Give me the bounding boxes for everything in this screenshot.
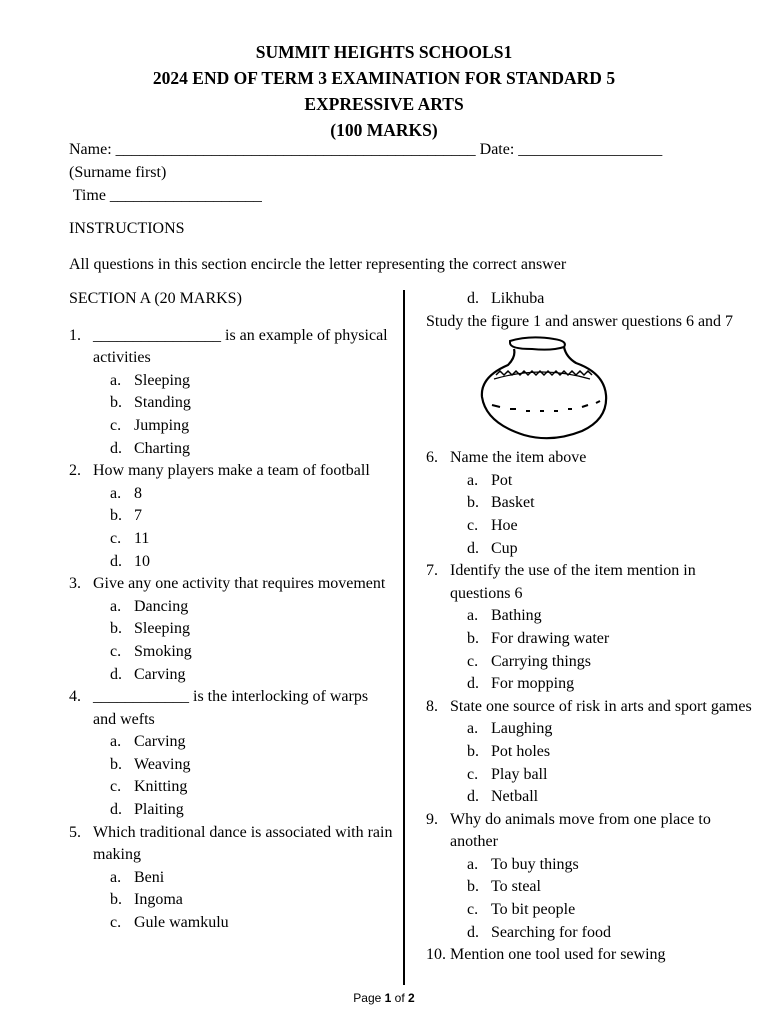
answer-option [69, 731, 394, 754]
question-5 [69, 822, 394, 935]
column-divider [403, 290, 405, 985]
question-number: 7. [426, 562, 438, 580]
question-text: ____________ is the interlocking of warps and wefts [93, 688, 369, 728]
answer-option [69, 867, 394, 890]
option-letter: d. [110, 665, 122, 683]
option-letter: b. [110, 755, 122, 773]
figure-prompt: Study the figure 1 and answer questions 6 and 7 [426, 312, 734, 330]
exam-title: 2024 END OF TERM 3 EXAMINATION FOR STANDARD 5 [152, 68, 616, 88]
option-letter: d. [467, 675, 479, 693]
instructions-text: All questions in this section encircle the letter representing the correct answer [69, 256, 567, 273]
option-text: For drawing water [491, 629, 610, 647]
option-text: 7 [134, 507, 142, 525]
option-letter: d. [467, 539, 479, 557]
option-letter: d. [467, 923, 479, 941]
question-1 [69, 325, 394, 461]
option-text: Standing [134, 394, 191, 412]
answer-option [69, 912, 394, 935]
answer-option [426, 786, 756, 809]
option-letter: d. [110, 801, 122, 819]
option-text: Plaiting [134, 801, 184, 819]
right-continuation [426, 288, 756, 311]
question-9 [426, 809, 756, 945]
subject-title: EXPRESSIVE ARTS [304, 94, 464, 114]
question-number: 3. [69, 575, 81, 593]
option-letter: a. [467, 471, 479, 489]
question-number: 2. [69, 462, 81, 480]
question-text: Why do animals move from one place to another [450, 810, 711, 851]
answer-option [69, 889, 394, 912]
answer-option [69, 596, 394, 619]
option-letter: b. [467, 878, 479, 896]
question-stem [426, 447, 756, 470]
school-name: SUMMIT HEIGHTS SCHOOLS1 [255, 42, 513, 62]
question-stem [69, 822, 394, 867]
footer-middle: of [391, 991, 409, 1005]
option-text: Carving [134, 665, 186, 683]
question-text: Mention one tool used for sewing [450, 946, 666, 964]
answer-option [69, 799, 394, 822]
option-letter: c. [467, 765, 479, 783]
figure-1-pot [472, 335, 756, 443]
answer-option [69, 370, 394, 393]
answer-option [69, 392, 394, 415]
answer-option [69, 505, 394, 528]
question-5 [426, 288, 756, 311]
option-letter: d. [110, 439, 122, 457]
question-stem [69, 325, 394, 370]
option-text: To buy things [491, 855, 579, 873]
option-letter: b. [110, 620, 122, 638]
answer-option [426, 899, 756, 922]
answer-option [69, 618, 394, 641]
total-marks: (100 MARKS) [330, 120, 438, 140]
option-letter: c. [467, 901, 479, 919]
question-4 [69, 686, 394, 822]
answer-option [69, 641, 394, 664]
option-text: Bathing [491, 607, 542, 625]
option-letter: a. [110, 484, 122, 502]
option-letter: b. [467, 742, 479, 760]
answer-option [426, 673, 756, 696]
question-text: ________________ is an example of physical activities [93, 326, 388, 367]
answer-option [69, 551, 394, 574]
question-6 [426, 447, 756, 560]
left-question-list [69, 325, 394, 935]
option-text: To bit people [491, 901, 576, 919]
question-text: Which traditional dance is associated with rain making [93, 823, 393, 864]
option-text: Gule wamkulu [134, 914, 229, 932]
option-text: Sleeping [134, 371, 190, 389]
question-text: State one source of risk in arts and sport games [450, 697, 752, 715]
option-text: Cup [491, 539, 518, 557]
option-text: Hoe [491, 516, 518, 534]
instructions-heading: INSTRUCTIONS [69, 220, 185, 237]
answer-option [69, 528, 394, 551]
answer-option [426, 492, 756, 515]
question-text: How many players make a team of football [93, 462, 370, 480]
current-page: 1 [384, 991, 392, 1005]
option-letter: c. [467, 516, 479, 534]
pot-icon [472, 335, 612, 443]
question-number: 9. [426, 810, 438, 828]
answer-option [426, 764, 756, 787]
right-question-list [426, 447, 756, 967]
option-text: For mopping [491, 675, 575, 693]
answer-option [69, 776, 394, 799]
answer-option [426, 741, 756, 764]
question-3 [69, 573, 394, 686]
surname-note: (Surname first) [69, 164, 167, 181]
option-letter: b. [110, 507, 122, 525]
answer-option [426, 288, 756, 311]
option-letter: a. [110, 371, 122, 389]
question-2 [69, 460, 394, 573]
option-letter: a. [467, 607, 479, 625]
option-letter: a. [110, 597, 122, 615]
option-text: Knitting [134, 778, 188, 796]
option-letter: a. [110, 868, 122, 886]
option-text: Play ball [491, 765, 548, 783]
option-letter: c. [110, 914, 122, 932]
option-letter: d. [110, 552, 122, 570]
option-letter: a. [110, 733, 122, 751]
name-date-line: Name: _____________________________________________ Date: __________________ [69, 141, 663, 158]
option-text: 10 [134, 552, 150, 570]
option-text: Smoking [134, 642, 192, 660]
page-footer [0, 991, 768, 1005]
answer-option [426, 605, 756, 628]
question-stem [426, 944, 756, 967]
answer-option [426, 538, 756, 561]
option-text: To steal [491, 878, 541, 896]
question-text: Give any one activity that requires movement [93, 575, 386, 593]
question-8 [426, 696, 756, 809]
right-column [426, 288, 756, 967]
answer-option [69, 483, 394, 506]
question-stem [69, 460, 394, 483]
option-letter: c. [110, 778, 122, 796]
footer-prefix: Page [353, 991, 385, 1005]
exam-header [0, 39, 768, 143]
question-stem [426, 696, 756, 719]
answer-option [69, 415, 394, 438]
option-text: 8 [134, 484, 142, 502]
option-letter: b. [110, 891, 122, 909]
option-letter: c. [467, 652, 479, 670]
time-line: Time ___________________ [69, 187, 262, 204]
question-stem [426, 809, 756, 854]
option-text: Basket [491, 494, 535, 512]
option-text: Weaving [134, 755, 191, 773]
option-letter: b. [467, 629, 479, 647]
total-pages: 2 [408, 991, 415, 1005]
option-text: 11 [134, 529, 150, 547]
answer-option [426, 922, 756, 945]
option-letter: a. [467, 720, 479, 738]
answer-option [69, 754, 394, 777]
answer-option [426, 876, 756, 899]
answer-option [426, 470, 756, 493]
option-text: Carrying things [491, 652, 591, 670]
answer-option [69, 438, 394, 461]
option-text: Laughing [491, 720, 553, 738]
option-text: Sleeping [134, 620, 190, 638]
question-text: Name the item above [450, 449, 587, 467]
section-a-heading: SECTION A (20 MARKS) [69, 290, 242, 307]
question-number: 4. [69, 688, 81, 706]
answer-option [426, 718, 756, 741]
question-stem [69, 686, 394, 731]
answer-option [426, 628, 756, 651]
answer-option [426, 515, 756, 538]
answer-option [426, 854, 756, 877]
option-text: Netball [491, 788, 539, 806]
option-text: Pot holes [491, 742, 551, 760]
option-text: Charting [134, 439, 190, 457]
option-text: Searching for food [491, 923, 611, 941]
option-text: Beni [134, 868, 165, 886]
option-text: Dancing [134, 597, 189, 615]
option-text: Ingoma [134, 891, 183, 909]
question-7 [426, 560, 756, 696]
left-column [69, 288, 394, 935]
question-stem [426, 560, 756, 605]
option-letter: a. [467, 855, 479, 873]
question-number: 5. [69, 823, 81, 841]
question-text: Identify the use of the item mention in questions 6 [450, 562, 696, 602]
answer-option [69, 664, 394, 687]
question-number: 10. [426, 946, 446, 964]
option-letter: d. [467, 290, 479, 307]
answer-option [426, 651, 756, 674]
option-letter: d. [467, 788, 479, 806]
question-number: 1. [69, 326, 81, 344]
option-letter: c. [110, 416, 122, 434]
option-letter: c. [110, 642, 122, 660]
option-text: Carving [134, 733, 186, 751]
question-10 [426, 944, 756, 967]
question-number: 8. [426, 697, 438, 715]
question-stem [69, 573, 394, 596]
option-text: Pot [491, 471, 513, 489]
option-text: Likhuba [491, 290, 545, 307]
option-letter: b. [110, 394, 122, 412]
option-letter: b. [467, 494, 479, 512]
option-letter: c. [110, 529, 122, 547]
option-text: Jumping [134, 416, 190, 434]
question-number: 6. [426, 449, 438, 467]
